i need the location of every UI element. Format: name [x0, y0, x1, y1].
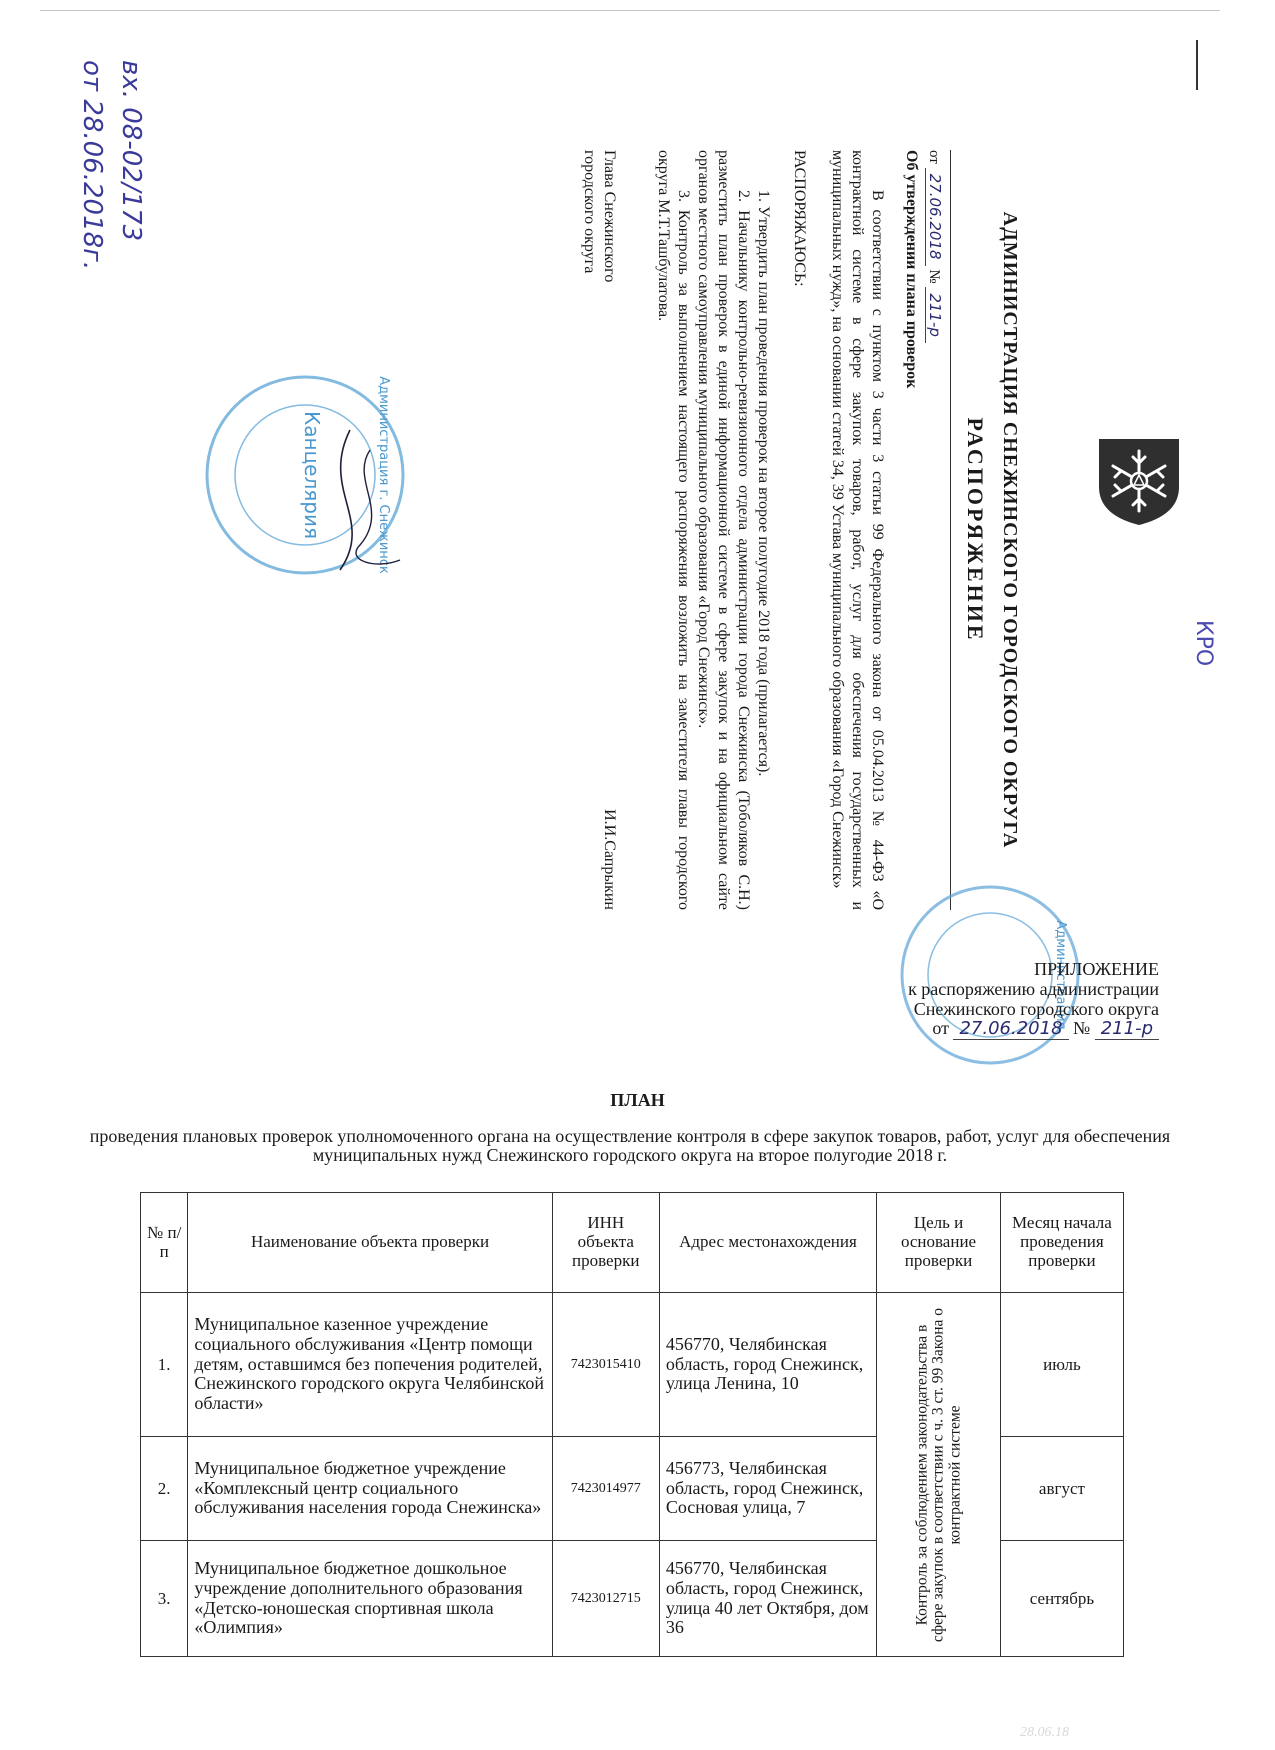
number-prefix: №: [926, 269, 943, 284]
header-purpose: Цель и основание проверки: [877, 1193, 1001, 1293]
registration-number: вх. 08-02/173: [116, 60, 146, 242]
signatory-position: Глава Снежинского городского округа: [580, 150, 618, 283]
header-inn: ИНН объекта проверки: [552, 1193, 659, 1293]
registration-date: от 28.06.2018г.: [77, 60, 107, 271]
row-name: Муниципальное казенное учреждение социального обслуживания «Центр помощи детям, оставшимся без попечения родителей, Снежинского городского округа Челябинской области»: [188, 1293, 552, 1437]
appendix-date-line: [908, 1019, 1159, 1039]
footer-note: 28.06.18: [1020, 1725, 1069, 1740]
purpose-text: Контроль за соблюдением законодательства в сфере закупок в соответствии с ч. 3 ст. 99 Закона о контрактной системе: [913, 1307, 963, 1642]
date-prefix: от: [926, 150, 943, 164]
office-stamp: [200, 370, 410, 580]
row-month: июль: [1000, 1293, 1123, 1437]
order-item: 2. Начальнику контрольно-ревизионного отдела администрации города Снежинска (Тоболяков С.Н.) разместить план проверок в единой информационной системе в сфере закупок и на официальном сайте органов местного самоуправления муниципального образования «Город Снежинск».: [694, 150, 752, 910]
stamp-center-text: Канцелярия: [300, 411, 324, 539]
header-divider: [951, 150, 952, 910]
order-subject: Об утверждении плана проверок: [902, 150, 920, 389]
row-num: 1.: [141, 1293, 188, 1437]
header-month: Месяц начала проведения проверки: [1000, 1193, 1123, 1293]
header-address: Адрес местонахождения: [659, 1193, 876, 1293]
header-num: № п/п: [141, 1193, 188, 1293]
signature-block: [579, 150, 619, 910]
row-purpose: [877, 1293, 1001, 1657]
appendix-stamp-text: Администрация: [1053, 920, 1068, 1030]
signatory-name: И.И.Сапрыкин: [600, 809, 618, 910]
page-top-edge: [40, 10, 1220, 11]
registration-note: [60, 60, 150, 320]
table-header-row: [141, 1193, 1124, 1293]
plan-title: ПЛАН: [610, 1090, 665, 1110]
row-name: Муниципальное бюджетное учреждение «Комплексный центр социального обслуживания населения города Снежинска»: [188, 1437, 552, 1541]
appendix-number-prefix: №: [1073, 1018, 1091, 1039]
row-num: 2.: [141, 1437, 188, 1541]
row-month: август: [1000, 1437, 1123, 1541]
appendix-date-prefix: от: [932, 1018, 949, 1039]
row-inn: 7423012715: [552, 1541, 659, 1657]
row-name: Муниципальное бюджетное дошкольное учреждение дополнительного образования «Детско-юношеская спортивная школа «Олимпия»: [188, 1541, 552, 1657]
appendix-header: [908, 960, 1159, 1039]
table-row: [141, 1293, 1124, 1437]
appendix-line: к распоряжению администрации: [908, 978, 1159, 999]
order-section: [330, 150, 1030, 910]
appendix-title: ПРИЛОЖЕНИЕ: [1034, 959, 1159, 979]
department-mark: КРО: [1191, 620, 1216, 667]
appendix-line: Снежинского городского округа: [913, 998, 1159, 1019]
plan-subtitle: проведения плановых проверок уполномоченного органа на осуществление контроля в сфере закупок товаров, работ, услуг для обеспечения муниципальных нужд Снежинского городского округа на второе полугодие 2018 г.: [89, 1126, 1171, 1165]
stamp-ring-text: Администрация г. Снежинск: [376, 376, 391, 574]
margin-mark: [1196, 40, 1198, 90]
org-title: АДМИНИСТРАЦИЯ СНЕЖИНСКОГО ГОРОДСКОГО ОКРУГА: [999, 211, 1021, 849]
order-item: 3. Контроль за выполнением настоящего распоряжения возложить на заместителя главы городского округа М.Т.Ташбулатова.: [654, 150, 692, 910]
row-inn: 7423015410: [552, 1293, 659, 1437]
order-preamble: В соответствии с пунктом 3 части 3 статьи 99 Федерального закона от 05.04.2013 № 44-ФЗ «О контрактной системе в сфере закупок товаров, работ, услуг для обеспечения государственных и муниципальных нужд», на основании статей 34, 39 Устава муниципального образования «Город Снежинск»: [828, 150, 886, 910]
row-address: 456773, Челябинская область, город Снежинск, Сосновая улица, 7: [659, 1437, 876, 1541]
row-num: 3.: [141, 1541, 188, 1657]
inspection-plan-table: [140, 1192, 1124, 1657]
order-date-line: [925, 150, 945, 910]
appendix-date: 27.06.2018: [953, 1018, 1068, 1040]
row-inn: 7423014977: [552, 1437, 659, 1541]
row-address: 456770, Челябинская область, город Снежинск, улица 40 лет Октября, дом 36: [659, 1541, 876, 1657]
order-keyword: РАСПОРЯЖАЮСЬ:: [790, 150, 808, 287]
order-number: 211-р: [926, 287, 945, 343]
header-name: Наименование объекта проверки: [188, 1193, 552, 1293]
order-date: 27.06.2018: [926, 168, 945, 266]
row-month: сентябрь: [1000, 1541, 1123, 1657]
appendix-number: 211-р: [1095, 1018, 1159, 1040]
order-item: 1. Утвердить план проведения проверок на второе полугодие 2018 года (прилагается).: [754, 190, 772, 777]
coat-of-arms-icon: [1093, 435, 1185, 527]
row-address: 456770, Челябинская область, город Снежинск, улица Ленина, 10: [659, 1293, 876, 1437]
document-type: РАСПОРЯЖЕНИЕ: [963, 417, 988, 643]
